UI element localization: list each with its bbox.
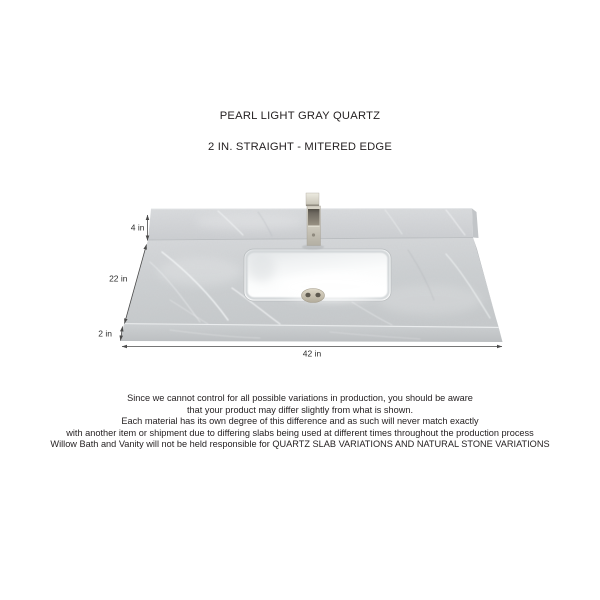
disclaimer-line: that your product may differ slightly from what is shown. — [186, 404, 414, 415]
disclaimer-line: Since we cannot control for all possible variations in production, you should be aware — [127, 393, 473, 403]
disclaimer-line: Willow Bath and Vanity will not be held responsible for QUARTZ SLAB VARIATIONS AND NATURAL STONE VARIATIONS — [50, 439, 550, 449]
product-title: PEARL LIGHT GRAY QUARTZ — [219, 110, 381, 122]
faucet-spout-lip — [308, 226, 320, 227]
disclaimer-line: Each material has its own degree of this difference and as such will never match exactly — [121, 416, 479, 426]
faucet-button — [312, 233, 315, 236]
dim-label-depth: 22 in — [109, 273, 128, 284]
sink-overflow — [302, 289, 325, 303]
disclaimer-line: with another item or shipment due to differing slabs being used at different times throughout the production process — [66, 427, 534, 438]
faucet-handle — [306, 193, 319, 206]
dim-label-backsplash: 4 in — [130, 222, 145, 233]
disclaimer — [0, 393, 600, 451]
product-subtitle: 2 IN. STRAIGHT - MITERED EDGE — [208, 141, 392, 153]
backsplash-side — [472, 209, 479, 239]
dim-label-thickness: 2 in — [98, 328, 112, 339]
faucet-spout-opening — [308, 209, 320, 226]
dim-label-width: 42 in — [302, 348, 322, 359]
sink — [244, 249, 391, 303]
